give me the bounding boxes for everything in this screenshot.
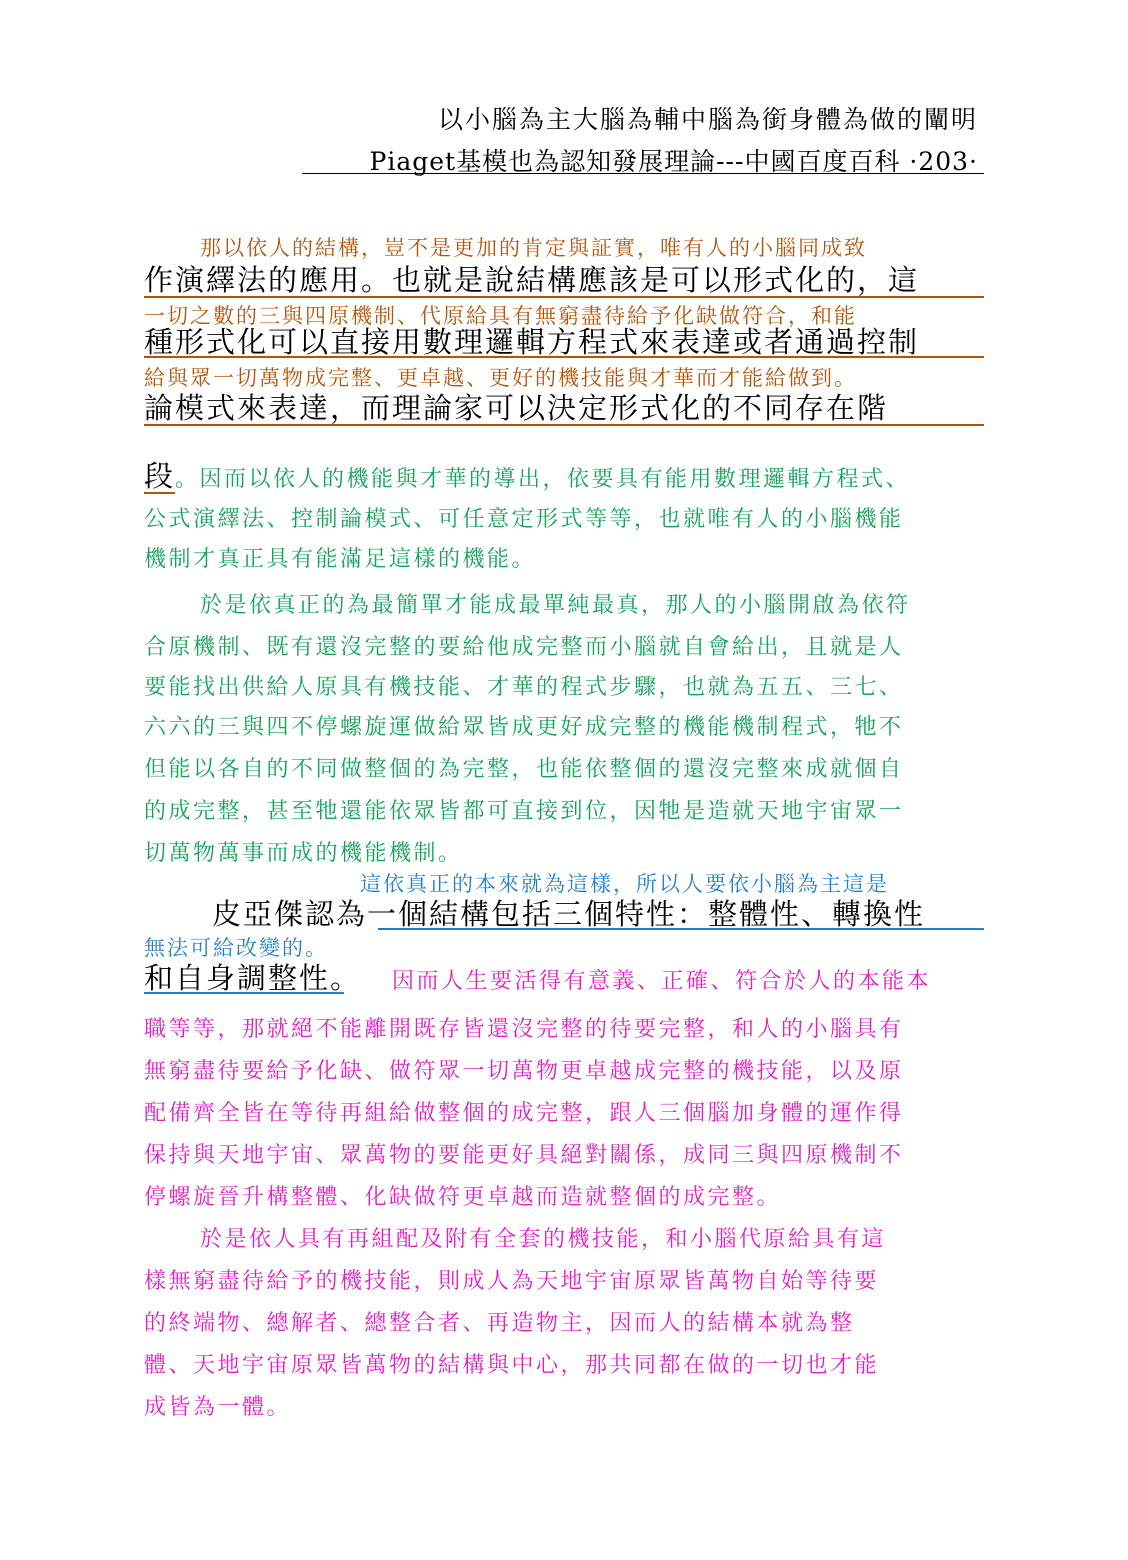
underline-4	[378, 928, 984, 930]
annotation-line-3: 給與眾一切萬物成完整、更卓越、更好的機技能與才華而才能給做到。	[144, 366, 857, 390]
green-para-2-line-2: 合原機制、既有還沒完整的要給他成完整而小腦就自會給出，且就是人	[144, 635, 904, 660]
annotation-line-4: 這依真正的本來就為這樣，所以人要依小腦為主這是	[360, 872, 889, 896]
annotation-line-1: 那以依人的結構，豈不是更加的肯定與証實，唯有人的小腦同成致	[200, 236, 867, 260]
green-para-1-line-1: 段。因而以依人的機能與才華的導出，依要具有能用數理邏輯方程式、	[144, 459, 911, 493]
magenta-para-1-line-3: 無窮盡待要給予化缺、做符眾一切萬物更卓越成完整的機技能，以及原	[144, 1059, 904, 1084]
magenta-para-2-line-2: 樣無窮盡待給予的機技能，則成人為天地宇宙原眾皆萬物自始等待要	[144, 1269, 880, 1294]
magenta-para-1-line-5: 保持與天地宇宙、眾萬物的要能更好具絕對關係，成同三與四原機制不	[144, 1143, 904, 1168]
magenta-para-2-line-3: 的終端物、總解者、總整合者、再造物主，因而人的結構本就為整	[144, 1311, 855, 1336]
annotation-line-2: 一切之數的三與四原機制、代原給具有無窮盡待給予化缺做符合，和能	[144, 304, 857, 328]
green-para-1-line-2: 公式演繹法、控制論模式、可任意定形式等等，也就唯有人的小腦機能	[144, 507, 904, 532]
body-line-5: 皮亞傑認為一個結構包括三個特性：整體性、轉換性	[212, 897, 926, 931]
body-line-3: 論模式來表達，而理論家可以決定形式化的不同存在階	[144, 391, 889, 425]
magenta-para-1-line-2: 職等等，那就絕不能離開既存皆還沒完整的待要完整，和人的小腦具有	[144, 1017, 904, 1042]
green-para-2-line-7: 切萬物萬事而成的機能機制。	[144, 841, 463, 866]
underline-5	[144, 992, 344, 994]
body-line-2: 種形式化可以直接用數理邏輯方程式來表達或者通過控制	[144, 325, 920, 359]
magenta-para-2-line-1: 於是依人具有再組配及附有全套的機技能，和小腦代原給具有這	[200, 1227, 887, 1252]
body-line-1: 作演繹法的應用。也就是說結構應該是可以形式化的，這	[144, 263, 920, 297]
underline-1	[144, 296, 984, 298]
green-para-2-line-6: 的成完整，甚至牠還能依眾皆都可直接到位，因牠是造就天地宇宙眾一	[144, 799, 904, 824]
green-para-1-line-3: 機制才真正具有能滿足這樣的機能。	[144, 547, 537, 572]
green-para-2-line-1: 於是依真正的為最簡單才能成最單純最真，那人的小腦開啟為依符	[200, 593, 911, 618]
running-header-subtitle: Piaget基模也為認知發展理論---中國百度百科 ·203·	[369, 147, 978, 176]
magenta-para-1-line-6: 停螺旋晉升構整體、化缺做符更卓越而造就整個的成完整。	[144, 1185, 782, 1210]
body-line-6: 和自身調整性。	[144, 961, 362, 995]
magenta-para-1-line-4: 配備齊全皆在等待再組給做整個的成完整，跟人三個腦加身體的運作得	[144, 1101, 904, 1126]
underline-2	[144, 356, 984, 358]
magenta-para-1-line-1: 因而人生要活得有意義、正確、符合於人的本能本	[392, 969, 932, 994]
green-para-2-line-4: 六六的三與四不停螺旋運做給眾皆成更好成完整的機能機制程式，牠不	[144, 715, 904, 740]
magenta-para-2-line-4: 體、天地宇宙原眾皆萬物的結構與中心，那共同都在做的一切也才能	[144, 1353, 880, 1378]
green-para-2-line-5: 但能以各自的不同做整個的為完整，也能依整個的還沒完整來成就個自	[144, 757, 904, 782]
annotation-line-5: 無法可給改變的。	[144, 936, 328, 960]
underline-3	[144, 424, 984, 426]
magenta-para-2-line-5: 成皆為一體。	[144, 1395, 292, 1420]
header-rule	[302, 173, 984, 174]
green-para-2-line-3: 要能找出供給人原具有機技能、才華的程式步驟，也就為五五、三七、	[144, 675, 904, 700]
running-header-title: 以小腦為主大腦為輔中腦為銜身體為做的闡明	[437, 105, 978, 134]
body-line-4-fragment: 段	[144, 459, 176, 493]
